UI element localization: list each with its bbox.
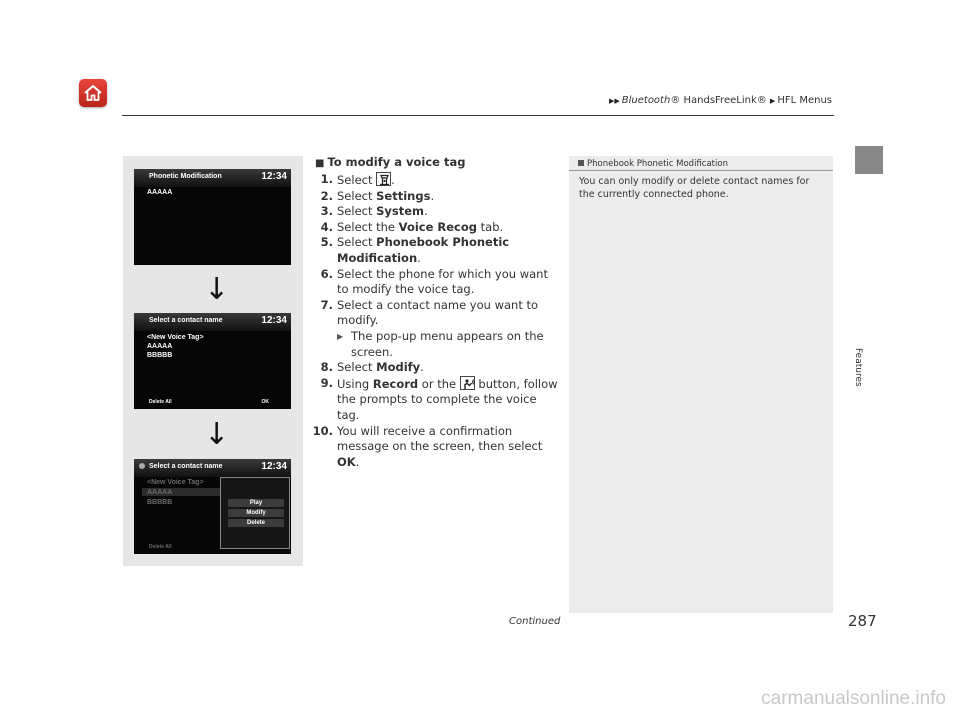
breadcrumb	[609, 95, 832, 106]
note-title: Phonebook Phonetic Modification	[578, 159, 728, 169]
contact-item: BBBBB	[147, 352, 173, 359]
breadcrumb-hfl-menus[interactable]: HFL Menus	[777, 95, 832, 106]
popup-delete: Delete	[228, 519, 284, 527]
step-3: 3. Select System.	[320, 204, 428, 219]
back-icon	[139, 463, 145, 469]
popup-modify: Modify	[228, 509, 284, 517]
screen-phonetic-modification	[134, 169, 291, 265]
breadcrumb-arrow-icon: ▶▶	[608, 97, 620, 105]
step-1: 1. Select .	[320, 172, 395, 187]
contact-item: AAAAA	[147, 343, 173, 350]
screen-select-contact	[134, 313, 291, 409]
screen-clock: 12:34	[261, 461, 287, 472]
step-6: 6. Select the phone for which you want to modify the voice tag.	[320, 266, 548, 297]
section-tab[interactable]	[855, 146, 883, 174]
breadcrumb-handsfreelink[interactable]: ® HandsFreeLink®	[670, 95, 767, 106]
home-button[interactable]	[79, 79, 107, 107]
continued-label: Continued	[509, 616, 561, 627]
step-8: 8. Select Modify.	[320, 360, 424, 375]
screen-clock: 12:34	[261, 315, 287, 326]
note-body: You can only modify or delete contact names for the currently connected phone.	[579, 176, 810, 200]
step-5: 5. Select Phonebook Phonetic Modification.	[320, 235, 510, 265]
breadcrumb-arrow-icon: ▶	[769, 97, 776, 105]
note-divider	[569, 170, 833, 171]
section-heading: ■ To modify a voice tag	[315, 155, 466, 169]
contact-item: <New Voice Tag>	[147, 334, 204, 341]
result-arrow-icon: ▶	[337, 331, 344, 341]
down-arrow-icon: ↓	[204, 417, 230, 452]
screen-contact-popup	[134, 459, 291, 554]
step-7: 7. Select a contact name you want to modify.	[320, 297, 539, 328]
phone-icon	[376, 172, 391, 186]
screen-title: Select a contact name	[149, 317, 223, 324]
popup-play: Play	[228, 499, 284, 507]
step-10: 10. You will receive a confirmation message on the screen, then select OK.	[312, 423, 543, 469]
delete-all-label: Delete All	[149, 399, 172, 405]
breadcrumb-bluetooth[interactable]: Bluetooth	[621, 95, 671, 106]
talk-icon	[460, 376, 475, 390]
section-label: Features	[853, 348, 863, 387]
watermark: carmanualsonline.info	[761, 688, 946, 709]
screen-title: Phonetic Modification	[149, 173, 222, 180]
contact-item: <New Voice Tag>	[147, 479, 204, 486]
screen-clock: 12:34	[261, 171, 287, 182]
step-4: 4. Select the Voice Recog tab.	[320, 219, 504, 234]
page-number: 287	[848, 612, 877, 630]
ok-label: OK	[261, 399, 269, 405]
contact-item: AAAAA	[147, 489, 173, 496]
home-icon	[83, 83, 103, 103]
delete-all-label: Delete All	[149, 544, 172, 550]
contact-item: BBBBB	[147, 499, 173, 506]
header-rule	[122, 115, 834, 116]
note-marker-icon	[578, 160, 584, 166]
screen-title: Select a contact name	[149, 463, 223, 470]
down-arrow-icon: ↓	[204, 272, 230, 307]
instructions	[311, 154, 561, 470]
step-2: 2. Select Settings.	[320, 188, 435, 203]
note-box	[569, 156, 833, 613]
step-7-result: ▶ The pop-up menu appears on the screen.	[337, 328, 544, 359]
step-9: 9. Using Record or the button, follow the prompts to complete the voice tag.	[320, 375, 558, 422]
popup-menu	[220, 477, 290, 549]
contact-item: AAAAA	[147, 189, 173, 196]
